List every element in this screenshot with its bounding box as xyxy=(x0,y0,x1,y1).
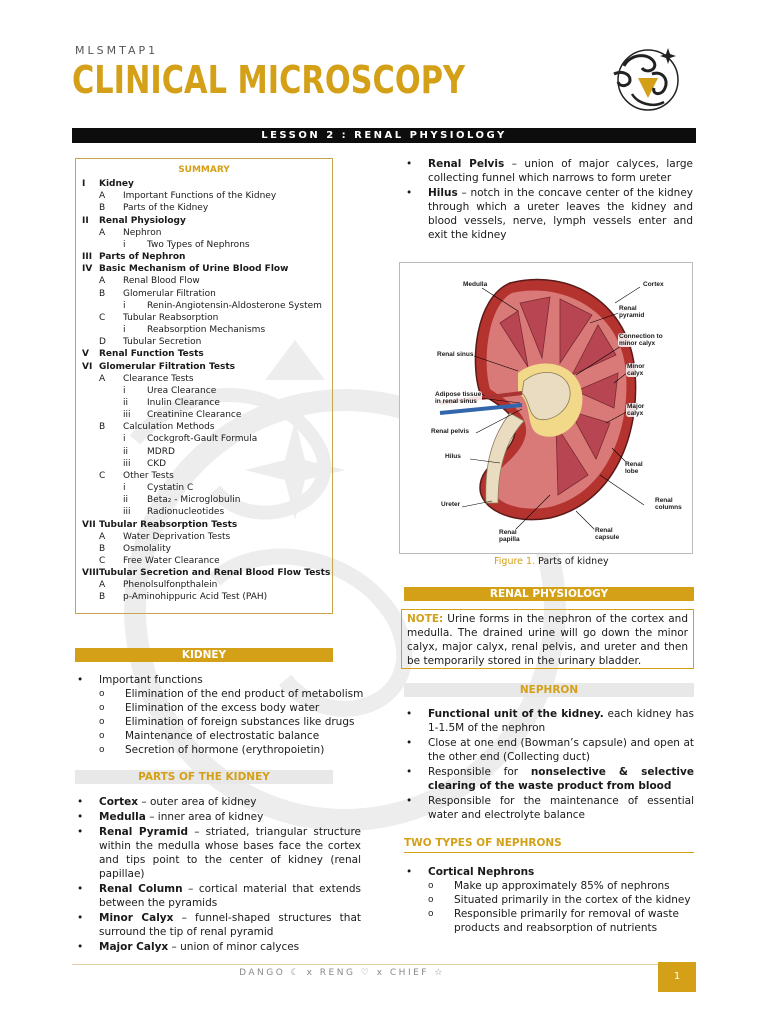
renal-physiology-heading: RENAL PHYSIOLOGY xyxy=(404,587,694,601)
summary-item-text: Radionucleotides xyxy=(147,507,225,518)
footer-divider xyxy=(72,964,696,965)
list-item: o Maintenance of electrostatic balance xyxy=(99,729,375,743)
important-functions-label: Important functions xyxy=(99,674,203,686)
summary-item xyxy=(82,227,326,239)
summary-item-text: Tubular Secretion and Renal Blood Flow Tests xyxy=(99,568,331,579)
summary-item-number: i xyxy=(123,325,126,336)
summary-item-number: A xyxy=(99,227,106,238)
list-item: • Cortex – outer area of kidney xyxy=(75,795,361,809)
figure-label-major-calyx: Major calyx xyxy=(627,403,645,417)
summary-item-number: ii xyxy=(123,397,129,408)
summary-item-text: Basic Mechanism of Urine Blood Flow xyxy=(99,264,289,275)
summary-item-number: iii xyxy=(123,507,131,518)
figure-label-renal-lobe: Renal lobe xyxy=(625,461,643,475)
summary-item-number: C xyxy=(99,312,106,323)
summary-item-text: Renal Physiology xyxy=(99,215,186,226)
summary-item-number: ii xyxy=(123,446,129,457)
summary-item-text: Glomerular Filtration xyxy=(123,288,216,299)
summary-item-text: Glomerular Filtration Tests xyxy=(99,361,236,372)
summary-item xyxy=(82,239,326,251)
summary-item xyxy=(82,190,326,202)
summary-item-text: Free Water Clearance xyxy=(123,556,220,566)
summary-item-number: A xyxy=(99,580,106,591)
list-item xyxy=(404,865,694,935)
summary-item xyxy=(82,494,326,506)
summary-item xyxy=(82,446,326,458)
summary-item xyxy=(82,482,326,494)
figure-caption: Figure 1. Parts of kidney xyxy=(494,556,609,567)
summary-item xyxy=(82,251,326,263)
list-item: o Elimination of the excess body water xyxy=(99,701,375,715)
summary-item xyxy=(82,555,326,567)
summary-item-number: i xyxy=(123,385,126,396)
summary-item-number: i xyxy=(123,483,126,494)
summary-item-number: iii xyxy=(123,458,131,469)
summary-item xyxy=(82,324,326,336)
summary-item-text: Cockgroft-Gault Formula xyxy=(147,434,258,445)
figure-label-renal-sinus: Renal sinus xyxy=(437,351,474,358)
term: Minor Calyx xyxy=(99,912,174,924)
list-item: • Close at one end (Bowman’s capsule) and open at the other end (Collecting duct) xyxy=(404,736,694,764)
pelvis-hilus-list xyxy=(404,157,693,243)
figure-label-cortex: Cortex xyxy=(643,281,664,288)
summary-item xyxy=(82,458,326,470)
kidney-diagram xyxy=(400,263,692,553)
summary-item-text: Renal Blood Flow xyxy=(123,276,200,287)
page-title: CLINICAL MICROSCOPY xyxy=(72,58,466,102)
summary-item-text: Tubular Secretion xyxy=(123,337,202,348)
summary-item-text: Renal Function Tests xyxy=(99,349,204,360)
list-item: o Elimination of foreign substances like drugs xyxy=(99,715,375,729)
summary-item-text: Water Deprivation Tests xyxy=(123,531,231,542)
figure-label-ureter: Ureter xyxy=(441,501,461,508)
term: Cortex xyxy=(99,796,139,808)
list-item: o Situated primarily in the cortex of the kidney xyxy=(428,893,694,907)
summary-item-number: I xyxy=(82,179,86,190)
lesson-title-bar: LESSON 2 : RENAL PHYSIOLOGY xyxy=(72,128,696,143)
nephron-list xyxy=(404,707,694,823)
summary-item xyxy=(82,288,326,300)
summary-item xyxy=(82,591,326,603)
list-item: • Renal Pyramid – striated, triangular structure within the medulla whose bases face the cortex and tips point to the center of kidney (renal papillae) xyxy=(75,825,361,881)
summary-item-text: Urea Clearance xyxy=(147,385,217,396)
list-item: o Responsible primarily for removal of waste products and reabsorption of nutrients xyxy=(428,907,694,935)
summary-item-text: Tubular Reabsorption xyxy=(123,312,219,323)
list-item xyxy=(75,673,375,757)
summary-item xyxy=(82,300,326,312)
summary-item-text: Important Functions of the Kidney xyxy=(123,191,277,202)
summary-item-number: iii xyxy=(123,410,131,421)
nephron-heading: NEPHRON xyxy=(404,683,694,697)
summary-item-text: Renin-Angiotensin-Aldosterone System xyxy=(147,300,322,311)
kidney-heading: KIDNEY xyxy=(75,648,333,662)
summary-item-text: Phenolsulfonpthalein xyxy=(123,580,218,591)
summary-item xyxy=(82,312,326,324)
cortical-nephrons-label: Cortical Nephrons xyxy=(428,866,535,878)
summary-item-number: D xyxy=(99,337,106,348)
figure-label-hilus: Hilus xyxy=(445,453,461,460)
summary-item xyxy=(82,470,326,482)
summary-item-number: C xyxy=(99,556,106,566)
list-item: • Functional unit of the kidney. each kidney has 1-1.5M of the nephron xyxy=(404,707,694,735)
summary-item-number: II xyxy=(82,215,89,226)
summary-item-number: A xyxy=(99,373,106,384)
summary-item-text: MDRD xyxy=(147,446,175,457)
term: Renal Pyramid xyxy=(99,826,188,838)
summary-item xyxy=(82,336,326,348)
summary-item-number: i xyxy=(123,300,126,311)
two-types-list xyxy=(404,865,694,936)
summary-item-number: VI xyxy=(82,361,93,372)
summary-item-number: i xyxy=(123,434,126,445)
list-item: • Responsible for nonselective & selective clearing of the waste product from blood xyxy=(404,765,694,793)
summary-item-text: Reabsorption Mechanisms xyxy=(147,325,266,336)
footer-credits: DANGO ☾ x RENG ♡ x CHIEF ☆ xyxy=(239,968,445,978)
page-number: 1 xyxy=(658,962,696,992)
summary-item-text: Calculation Methods xyxy=(123,422,215,433)
figure-label-medulla: Medulla xyxy=(463,281,488,288)
figure-label-minor-calyx: Minor calyx xyxy=(627,363,645,377)
summary-item-text: Clearance Tests xyxy=(123,373,194,384)
summary-item xyxy=(82,543,326,555)
summary-item xyxy=(82,567,331,579)
course-code: MLSMTAP1 xyxy=(75,44,159,57)
section-divider xyxy=(404,852,694,853)
summary-item-number: A xyxy=(99,276,106,287)
term: Major Calyx xyxy=(99,941,169,953)
summary-item-text: Nephron xyxy=(123,227,162,238)
summary-item-number: A xyxy=(99,191,106,202)
summary-item-number: A xyxy=(99,531,106,542)
summary-item-number: ii xyxy=(123,495,129,506)
list-item: • Renal Column – cortical material that extends between the pyramids xyxy=(75,882,361,910)
list-item: • Medulla – inner area of kidney xyxy=(75,810,361,824)
summary-item xyxy=(82,373,326,385)
list-item: • Renal Pelvis – union of major calyces, large collecting funnel which narrows to form ureter xyxy=(404,157,693,185)
figure-label-adipose: Adipose tissue in renal sinus xyxy=(435,391,482,405)
term: Renal Column xyxy=(99,883,183,895)
summary-item-text: Beta₂ - Microglobulin xyxy=(147,495,241,506)
summary-item-number: B xyxy=(99,203,106,214)
summary-item xyxy=(82,531,326,543)
summary-item xyxy=(82,178,326,190)
summary-item-number: B xyxy=(99,592,106,603)
summary-item-text: Inulin Clearance xyxy=(147,397,220,408)
summary-item-text: Cystatin C xyxy=(147,483,194,494)
list-item: o Secretion of hormone (erythropoietin) xyxy=(99,743,375,757)
summary-item-text: Creatinine Clearance xyxy=(147,410,242,421)
list-item: • Hilus – notch in the concave center of the kidney through which a ureter leaves the kidney and blood vessels, nerve, lymph vessels enter and exit the kidney xyxy=(404,186,693,242)
summary-item-number: VII xyxy=(82,519,96,530)
list-item: o Make up approximately 85% of nephrons xyxy=(428,879,694,893)
summary-item-text: Kidney xyxy=(99,179,134,190)
term: Medulla xyxy=(99,811,146,823)
summary-item xyxy=(82,202,326,214)
summary-item-text: Osmolality xyxy=(123,543,171,554)
logo-emblem-icon xyxy=(608,44,682,114)
summary-title: SUMMARY xyxy=(178,165,230,175)
list-item: • Minor Calyx – funnel-shaped structures that surround the tip of renal pyramid xyxy=(75,911,361,939)
list-item: o Elimination of the end product of metabolism xyxy=(99,687,375,701)
summary-list xyxy=(82,178,331,603)
summary-item-text: Parts of Nephron xyxy=(99,252,186,263)
summary-item xyxy=(82,263,326,275)
summary-item-text: p-Aminohippuric Acid Test (PAH) xyxy=(123,592,268,603)
summary-item-number: V xyxy=(82,349,89,360)
term: Hilus xyxy=(428,187,458,199)
summary-item-number: B xyxy=(99,422,106,433)
figure-label-renal-pyramid: Renal pyramid xyxy=(619,305,645,319)
summary-item xyxy=(82,433,326,445)
summary-item-text: CKD xyxy=(147,458,167,469)
summary-item-number: B xyxy=(99,543,106,554)
figure-label-renal-papilla: Renal papilla xyxy=(499,529,520,543)
figure-label-renal-columns: Renal columns xyxy=(655,497,682,511)
summary-item-number: C xyxy=(99,470,106,481)
figure-label-renal-capsule: Renal capsule xyxy=(595,527,620,541)
kidney-functions-list xyxy=(75,673,375,758)
summary-item xyxy=(82,579,326,591)
summary-item xyxy=(82,409,326,421)
kidney-figure xyxy=(399,262,693,554)
summary-item xyxy=(82,361,326,373)
summary-item xyxy=(82,215,326,227)
summary-item xyxy=(82,385,326,397)
summary-item xyxy=(82,275,326,287)
summary-item xyxy=(82,519,326,531)
figure-label-connection: Connection to minor calyx xyxy=(619,333,663,347)
summary-item-text: Two Types of Nephrons xyxy=(147,239,250,250)
list-item: • Major Calyx – union of minor calyces xyxy=(75,940,361,954)
term: Renal Pelvis xyxy=(428,158,505,170)
list-item: • Responsible for the maintenance of essential water and electrolyte balance xyxy=(404,794,694,822)
summary-item-text: Parts of the Kidney xyxy=(123,203,209,214)
parts-list xyxy=(75,795,361,955)
summary-item-number: i xyxy=(123,239,126,250)
summary-item-number: VIII xyxy=(82,568,100,579)
summary-item xyxy=(82,397,326,409)
summary-item-number: B xyxy=(99,288,106,299)
summary-item-number: III xyxy=(82,252,93,263)
summary-box xyxy=(75,158,333,614)
summary-item xyxy=(82,348,326,360)
summary-item-text: Other Tests xyxy=(123,470,174,481)
parts-heading: PARTS OF THE KIDNEY xyxy=(75,770,333,784)
summary-item xyxy=(82,506,326,518)
note-box: NOTE: Urine forms in the nephron of the cortex and medulla. The drained urine will go down the minor calyx, major calyx, renal pelvis, and ureter and then be temporarily stored in the urinary bladder. xyxy=(401,609,694,669)
two-types-heading: TWO TYPES OF NEPHRONS xyxy=(404,837,562,849)
summary-item xyxy=(82,421,326,433)
summary-item-text: Tubular Reabsorption Tests xyxy=(99,519,238,530)
figure-label-renal-pelvis: Renal pelvis xyxy=(431,428,469,435)
summary-item-number: IV xyxy=(82,264,93,275)
